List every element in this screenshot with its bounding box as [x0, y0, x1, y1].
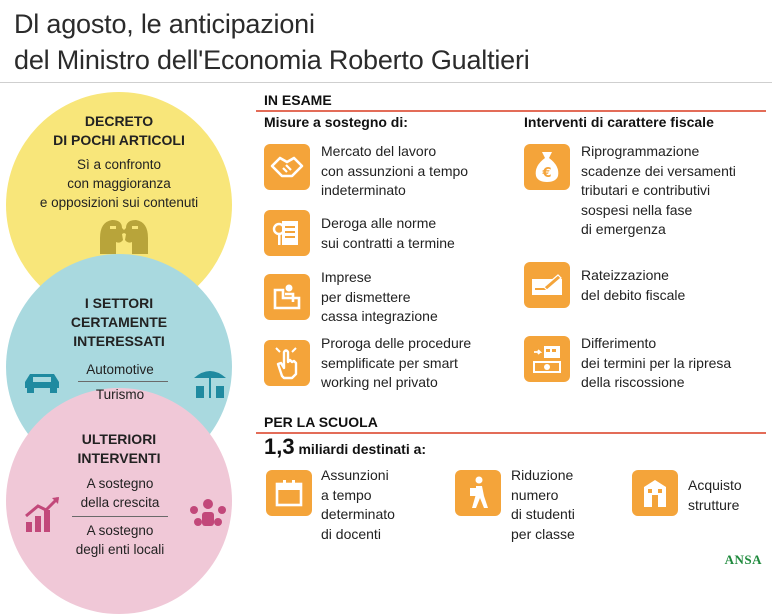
dialogue-heads-icon [96, 214, 152, 256]
settori-block [20, 294, 218, 351]
ulteriori-item-2a: A sostegno [86, 523, 154, 538]
scuola-item-3-l1: Acquisto [688, 477, 742, 493]
settori-title-3: INTERESSATI [73, 333, 165, 349]
decreto-text-1: Sì a confronto [76, 157, 162, 172]
decreto-block [20, 112, 218, 212]
item-differimento [581, 334, 731, 393]
title-line-2: del Ministro dell'Economia Roberto Gualtieri [14, 45, 530, 75]
item-riprog-l1: Riprogrammazione [581, 143, 700, 159]
scuola-item-assunzioni [321, 466, 395, 544]
item-proroga-l1: Proroga delle procedure [321, 335, 472, 351]
ulteriori-item-2b: degli enti locali [75, 542, 165, 557]
decreto-title-1: DECRETO [84, 113, 154, 129]
calendar-icon [266, 470, 312, 516]
people-group-icon [186, 498, 230, 532]
scuola-item-2-l4: per classe [511, 525, 575, 542]
scuola-item-2-l1: Riduzione [511, 467, 574, 483]
item-mercato-l1: Mercato del lavoro [321, 143, 437, 159]
item-proroga-l2: semplificate per smart [321, 354, 458, 371]
item-differ-l2: dei termini per la ripresa [581, 354, 732, 371]
scuola-amount-text: miliardi destinati a: [294, 441, 427, 457]
check-signing-icon [524, 262, 570, 308]
decreto-text-2: con maggioranza [67, 176, 171, 191]
item-riprogrammazione [581, 142, 736, 240]
building-icon [632, 470, 678, 516]
item-deroga-l1: Deroga alle norme [321, 215, 437, 231]
ansa-logo: ANSA [724, 552, 762, 567]
ulteriori-item-1b: della crescita [80, 495, 160, 510]
euro-money-bag-icon [524, 144, 570, 190]
item-proroga [321, 334, 471, 393]
hand-touch-icon [264, 340, 310, 386]
item-imprese [321, 268, 438, 327]
title-divider [0, 82, 772, 83]
item-proroga-l3: working nel privato [321, 374, 438, 390]
decreto-text-3: e opposizioni sui contenuti [39, 195, 199, 210]
scuola-item-3-l2: strutture [688, 496, 740, 513]
car-icon [22, 370, 62, 396]
scuola-amount [264, 434, 426, 460]
ulteriori-block [20, 430, 218, 468]
settori-title-2: CERTAMENTE [70, 314, 168, 330]
title-line-1: Dl agosto, le anticipazioni [14, 9, 315, 39]
item-mercato-l2: con assunzioni a tempo [321, 162, 469, 179]
armchair-person-icon [264, 274, 310, 320]
item-deroga [321, 214, 455, 253]
scuola-item-1-l1: Assunzioni [321, 467, 389, 483]
svg-text:€: € [542, 166, 552, 181]
in-esame-rule [256, 110, 766, 112]
scuola-amount-value: 1,3 [264, 434, 295, 459]
item-rateiz-l1: Rateizzazione [581, 267, 669, 283]
scuola-item-riduzione [511, 466, 575, 544]
scuola-item-1-l2: a tempo [321, 486, 372, 503]
misure-title: Misure a sostegno di: [264, 114, 408, 130]
decreto-title-2: DI POCHI ARTICOLI [53, 132, 185, 148]
ulteriori-enti [62, 521, 178, 559]
item-riprog-l4: sospesi nella fase [581, 201, 693, 218]
item-mercato [321, 142, 468, 201]
contract-icon [264, 210, 310, 256]
settori-title-1: I SETTORI [84, 295, 154, 311]
item-differ-l3: della riscossione [581, 374, 685, 390]
item-rateizzazione [581, 266, 685, 305]
ulteriori-title-1: ULTERIORI [81, 431, 157, 447]
settori-divider [78, 381, 168, 382]
item-riprog-l5: di emergenza [581, 221, 666, 237]
growth-chart-icon [24, 496, 62, 532]
scuola-item-acquisto [688, 476, 742, 515]
item-differ-l1: Differimento [581, 335, 657, 351]
item-imprese-l2: per dismettere [321, 288, 411, 305]
scuola-item-2-l2: numero [511, 486, 559, 503]
settori-automotive: Automotive [86, 362, 154, 377]
ulteriori-crescita [68, 474, 172, 512]
scuola-item-1-l4: di docenti [321, 525, 381, 542]
item-rateiz-l2: del debito fiscale [581, 286, 686, 303]
handshake-icon [264, 144, 310, 190]
scuola-item-2-l3: di studenti [511, 506, 575, 522]
item-imprese-l1: Imprese [321, 269, 372, 285]
item-riprog-l2: scadenze dei versamenti [581, 162, 736, 179]
fiscale-title: Interventi di carattere fiscale [524, 114, 714, 130]
ulteriori-divider [72, 516, 168, 517]
scuola-label: PER LA SCUOLA [264, 414, 378, 430]
in-esame-label: IN ESAME [264, 92, 332, 108]
item-deroga-l2: sui contratti a termine [321, 234, 455, 251]
student-walking-icon [455, 470, 501, 516]
item-mercato-l3: indeterminato [321, 182, 406, 198]
item-riprog-l3: tributari e contributivi [581, 182, 711, 198]
settori-turismo: Turismo [95, 387, 145, 402]
ulteriori-item-1a: A sostegno [86, 476, 154, 491]
calendar-money-icon [524, 336, 570, 382]
ulteriori-title-2: INTERVENTI [77, 450, 161, 466]
item-imprese-l3: cassa integrazione [321, 308, 438, 324]
page-title [14, 6, 530, 78]
scuola-item-1-l3: determinato [321, 506, 395, 522]
beach-umbrella-icon [190, 366, 230, 400]
